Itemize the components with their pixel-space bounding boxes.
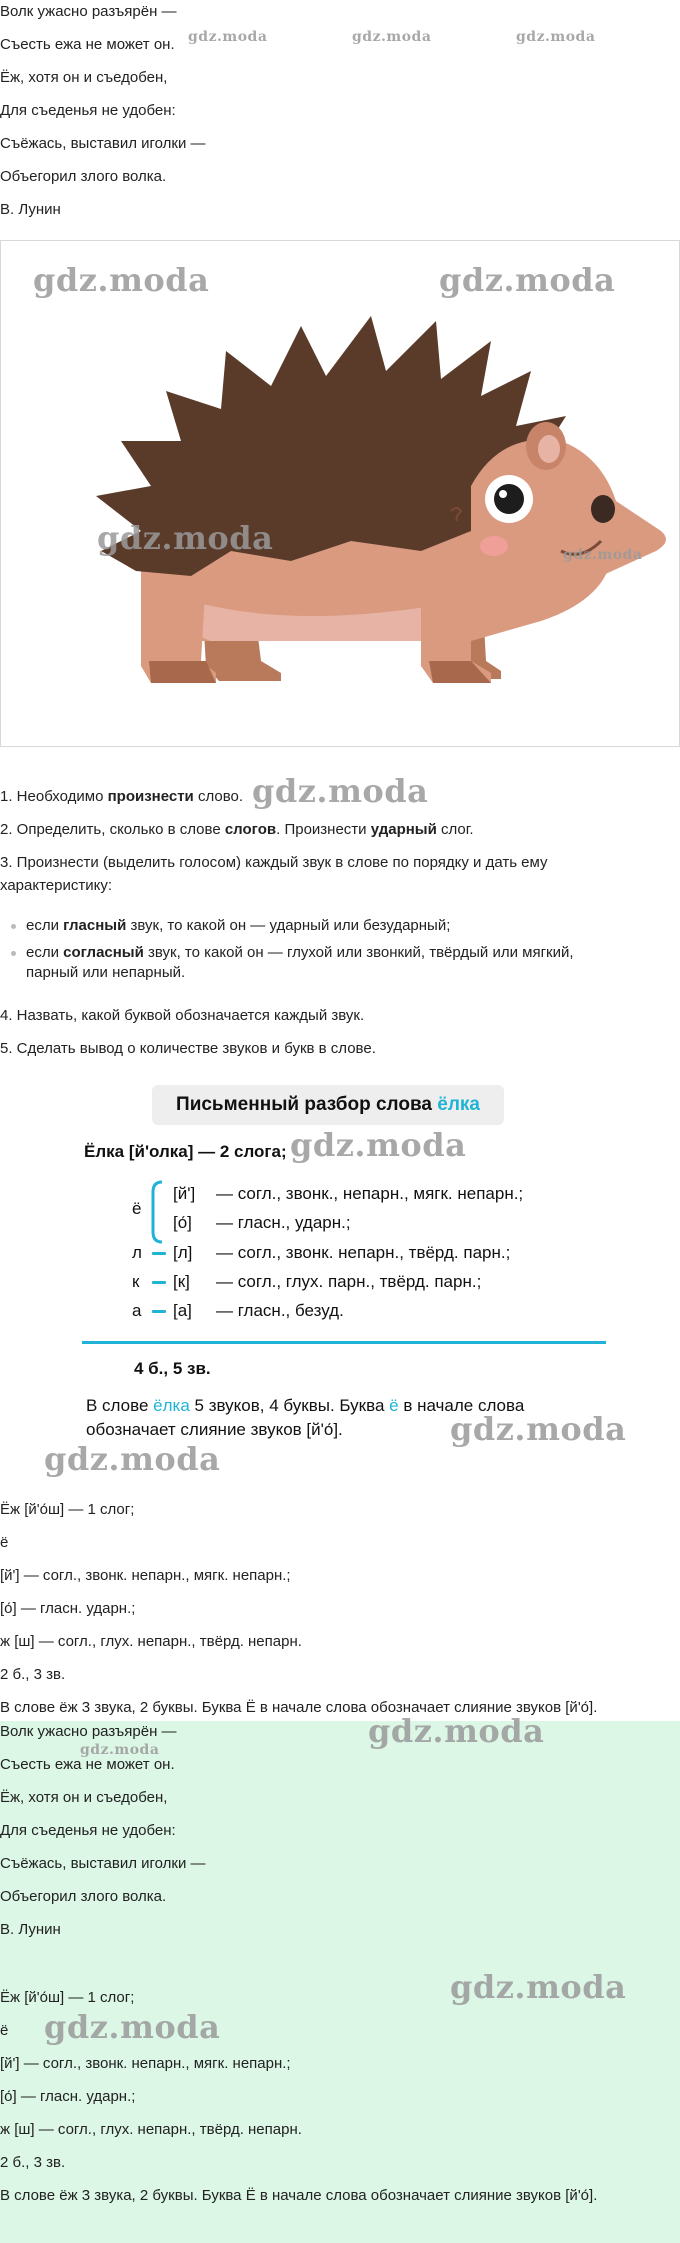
sound: [а] <box>173 1301 192 1320</box>
watermark: gdz.moda <box>439 261 616 299</box>
dash <box>152 1281 166 1284</box>
analysis-summary: 4 б., 5 зв. <box>134 1359 211 1378</box>
analysis-conclusion: В слове ёлка 5 звуков, 4 буквы. Буква ё в начале слова <box>86 1396 525 1415</box>
answer-line: ё <box>0 1534 9 1551</box>
step-1: 1. Необходимо произнести слово. <box>0 788 244 805</box>
poem-line: Для съеденья не удобен: <box>0 1822 176 1839</box>
watermark: gdz.moda <box>450 1968 627 2006</box>
letter: а <box>132 1301 142 1320</box>
poem-author: В. Лунин <box>0 201 61 218</box>
poem-author: В. Лунин <box>0 1921 61 1938</box>
watermark: gdz.moda <box>97 519 274 557</box>
poem-line: Для съеденья не удобен: <box>0 102 176 119</box>
bracket-icon <box>150 1180 164 1244</box>
poem-line: Съёжась, выставил иголки — <box>0 1855 206 1872</box>
hedgehog-icon <box>1 241 679 746</box>
watermark: gdz.moda <box>44 1440 221 1478</box>
answer-line: ж [ш] — согл., глух. непарн., твёрд. непарн. <box>0 1633 302 1650</box>
sound: [л] <box>173 1243 193 1262</box>
watermark: gdz.moda <box>188 29 268 45</box>
poem-line: Съесть ежа не может он. <box>0 1756 175 1773</box>
letter: ё <box>132 1199 142 1218</box>
analysis-head: Ёлка [й'олка] — 2 слога; <box>84 1142 287 1161</box>
watermark: gdz.moda <box>44 2008 221 2046</box>
watermark: gdz.moda <box>252 772 429 810</box>
poem-line: Волк ужасно разъярён — <box>0 1723 177 1740</box>
sound-desc: — гласн., ударн.; <box>216 1213 351 1232</box>
watermark: gdz.moda <box>563 547 643 563</box>
sound-desc: — согл., глух. парн., твёрд. парн.; <box>216 1272 482 1291</box>
sound-desc: — гласн., безуд. <box>216 1301 344 1320</box>
step-4: 4. Назвать, какой буквой обозначается каждый звук. <box>0 1007 365 1024</box>
answer-line: 2 б., 3 зв. <box>0 2154 66 2171</box>
sound: [й'] <box>173 1184 196 1203</box>
letter: к <box>132 1272 140 1291</box>
letter: л <box>132 1243 142 1262</box>
watermark: gdz.moda <box>450 1410 627 1448</box>
dash <box>152 1252 166 1255</box>
step-3: 3. Произнести (выделить голосом) каждый звук в слове по порядку и дать ему <box>0 854 548 871</box>
answer-conclusion: В слове ёж 3 звука, 2 буквы. Буква Ё в начале слова обозначает слияние звуков [й'о́]. <box>0 1699 598 1716</box>
answer-line: Ёж [й'о́ш] — 1 слог; <box>0 1989 135 2006</box>
step-2: 2. Определить, сколько в слове слогов. Произнести ударный слог. <box>0 821 474 838</box>
watermark: gdz.moda <box>516 29 596 45</box>
watermark: gdz.moda <box>33 261 210 299</box>
poem-line: Объегорил злого волка. <box>0 1888 167 1905</box>
sound-desc: — согл., звонк. непарн., твёрд. парн.; <box>216 1243 511 1262</box>
bullet-vowel: если гласный звук, то какой он — ударный или безударный; <box>12 916 450 936</box>
watermark: gdz.moda <box>352 29 432 45</box>
step-3-cont: характеристику: <box>0 877 113 894</box>
poem-line: Ёж, хотя он и съедобен, <box>0 69 168 86</box>
answer-line: Ёж [й'о́ш] — 1 слог; <box>0 1501 135 1518</box>
step-5: 5. Сделать вывод о количестве звуков и букв в слове. <box>0 1040 376 1057</box>
answer-line: 2 б., 3 зв. <box>0 1666 66 1683</box>
answer-line: [о́] — гласн. ударн.; <box>0 2088 136 2105</box>
poem-line: Объегорил злого волка. <box>0 168 167 185</box>
poem-line: Съёжась, выставил иголки — <box>0 135 206 152</box>
watermark: gdz.moda <box>80 1742 160 1758</box>
analysis-conclusion-cont: обозначает слияние звуков [й'о́]. <box>86 1420 343 1439</box>
sound: [о́] <box>173 1213 192 1232</box>
poem-line: Ёж, хотя он и съедобен, <box>0 1789 168 1806</box>
answer-line: ё <box>0 2022 9 2039</box>
separator <box>82 1341 606 1344</box>
watermark: gdz.moda <box>290 1126 467 1164</box>
answer-line: [о́] — гласн. ударн.; <box>0 1600 136 1617</box>
answer-conclusion: В слове ёж 3 звука, 2 буквы. Буква Ё в начале слова обозначает слияние звуков [й'о́]. <box>0 2187 598 2204</box>
answer-line: [й'] — согл., звонк. непарн., мягк. непарн.; <box>0 2055 291 2072</box>
answer-line: ж [ш] — согл., глух. непарн., твёрд. непарн. <box>0 2121 302 2138</box>
dash <box>152 1310 166 1313</box>
poem-line: Волк ужасно разъярён — <box>0 3 177 20</box>
analysis-title: Письменный разбор слова ёлка <box>152 1085 504 1125</box>
poem-line: Съесть ежа не может он. <box>0 36 175 53</box>
hedgehog-illustration <box>0 240 680 747</box>
answer-line: [й'] — согл., звонк. непарн., мягк. непарн.; <box>0 1567 291 1584</box>
sound-desc: — согл., звонк., непарн., мягк. непарн.; <box>216 1184 524 1203</box>
sound: [к] <box>173 1272 190 1291</box>
watermark: gdz.moda <box>368 1712 545 1750</box>
bullet-consonant: если согласный звук, то какой он — глухой или звонкий, твёрдый или мягкий, парный или непарный. <box>12 943 574 983</box>
